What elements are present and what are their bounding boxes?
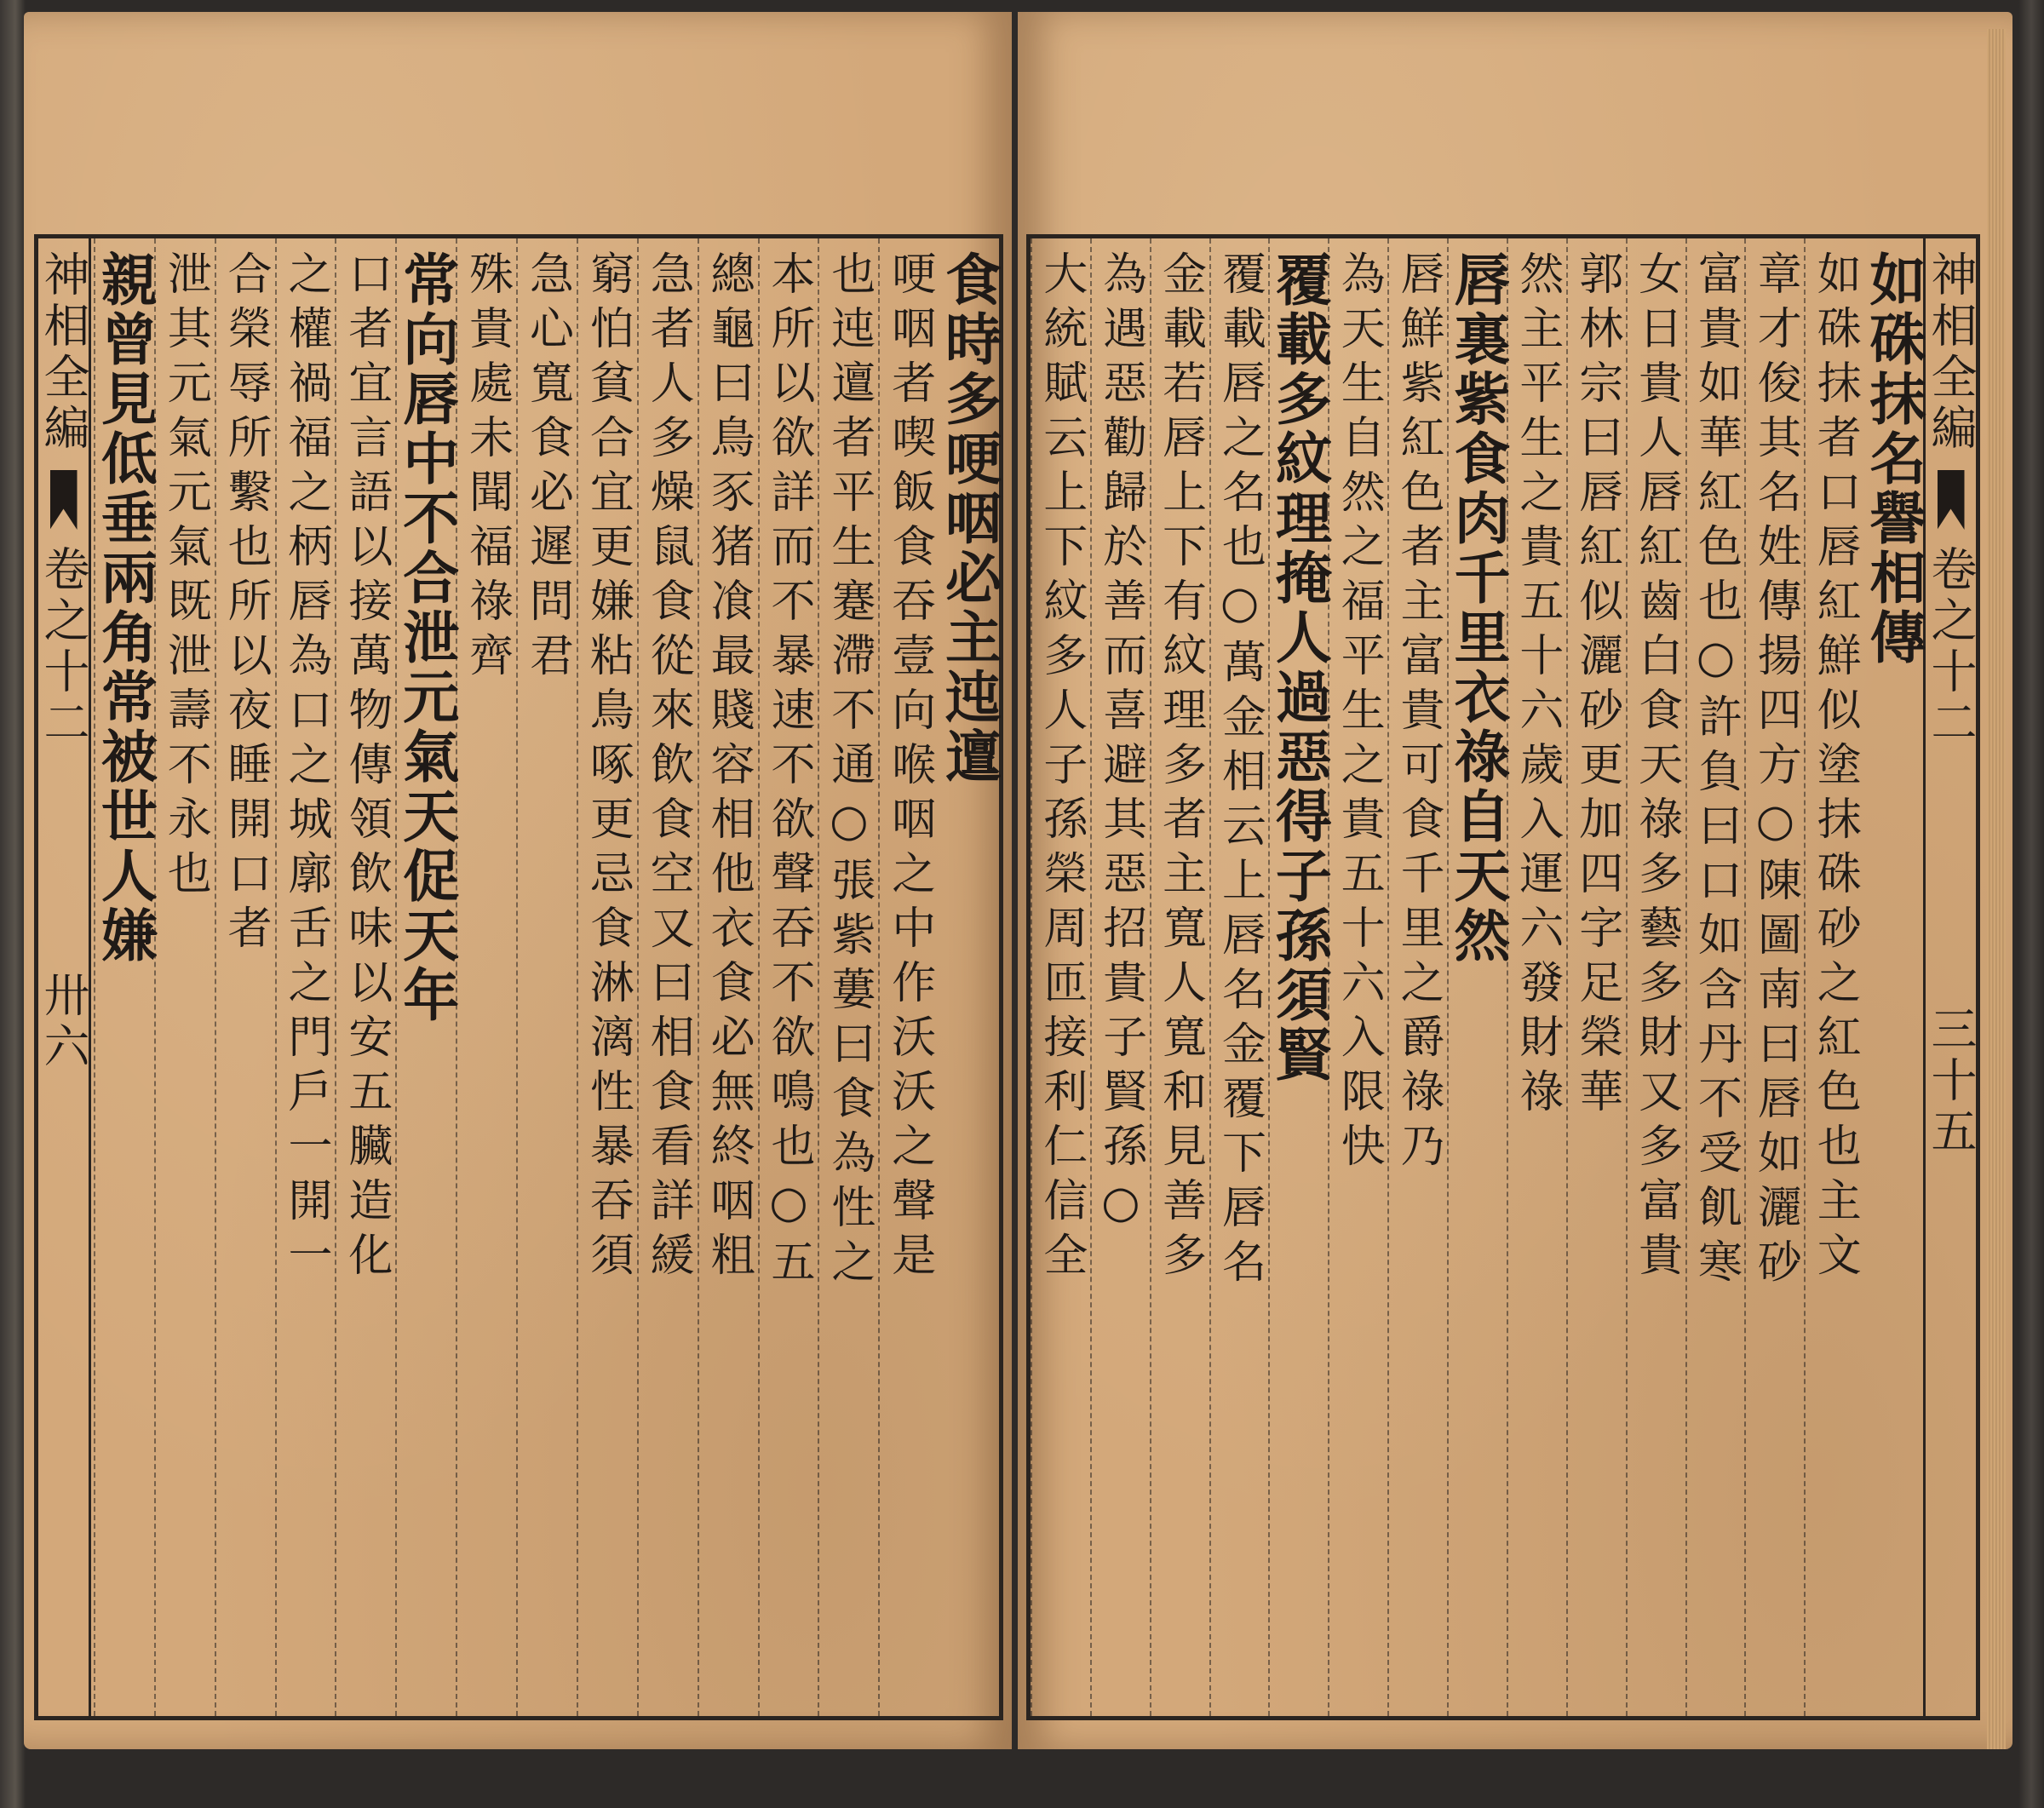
left-text-frame xyxy=(34,234,1003,1720)
text-column-annotation xyxy=(878,238,939,1716)
text-column-annotation xyxy=(1507,238,1566,1716)
text-column-annotation xyxy=(215,238,275,1716)
commentary: 也迍邅者平生蹇滯不通○張紫蔞曰食為性之 xyxy=(823,250,875,1293)
main-verse: 親曾見低垂兩角常被世人嫌 xyxy=(91,250,158,966)
text-column-annotation xyxy=(1209,238,1269,1716)
text-column-annotation xyxy=(1804,238,1863,1716)
text-column-annotation xyxy=(1328,238,1387,1716)
commentary: 哽咽者喫飯食吞壹向喉咽之中作沃沃之聲是 xyxy=(883,250,935,1286)
text-column-annotation xyxy=(1626,238,1685,1716)
commentary: 覆載唇之名也○萬金相云上唇名金覆下唇名 xyxy=(1214,250,1266,1293)
commentary: 富貴如華紅色也○許負曰口如含丹不受飢寒 xyxy=(1690,250,1742,1293)
commentary: 急者人多燥鼠食從來飲食空又曰相食看詳緩 xyxy=(642,250,694,1286)
commentary: 總龜曰鳥豕猪飡最賤容相他衣食必無終咽粗 xyxy=(703,250,755,1286)
commentary: 為遇惡勸歸於善而喜避其惡招貴子賢孫○ xyxy=(1094,250,1146,1238)
commentary: 郭林宗曰唇紅似灑砂更加四字足榮華 xyxy=(1570,250,1622,1122)
right-margin-strip xyxy=(1923,238,1976,1716)
main-verse: 覆載多紋理掩人過惡得子孫須賢 xyxy=(1266,250,1333,1085)
commentary: 大統賦云上下紋多人子孫榮周匝接利仁信全 xyxy=(1035,250,1087,1286)
text-column-annotation xyxy=(275,238,336,1716)
commentary: 合榮辱所繫也所以夜睡開口者 xyxy=(220,250,272,959)
commentary: 唇鮮紫紅色者主富貴可食千里之爵祿乃 xyxy=(1392,250,1444,1177)
text-column-heading xyxy=(91,238,158,1716)
commentary: 口者宜言語以接萬物傳領飲味以安五臟造化 xyxy=(340,250,392,1286)
main-verse: 食時多哽咽必主迍邅 xyxy=(935,250,1002,787)
text-column-annotation xyxy=(1744,238,1804,1716)
text-column-annotation xyxy=(456,238,516,1716)
commentary: 如硃抹者口唇紅鮮似塗抹硃砂之紅色也主文 xyxy=(1809,250,1861,1286)
commentary: 泄其元氣元氣既泄壽不永也 xyxy=(159,250,211,904)
margin-leaf-number: 卅六 xyxy=(37,971,90,1073)
text-column-annotation xyxy=(698,238,758,1716)
margin-leaf-number: 三十五 xyxy=(1924,1005,1978,1158)
text-column-annotation xyxy=(1387,238,1447,1716)
text-column-annotation xyxy=(516,238,577,1716)
main-verse: 如硃抹名譽相傳 xyxy=(1860,250,1927,668)
commentary: 女日貴人唇紅齒白食天祿多藝多財又多富貴 xyxy=(1630,250,1682,1286)
margin-volume: 卷之十二 xyxy=(37,545,90,749)
text-column-heading xyxy=(1266,238,1333,1716)
text-column-annotation xyxy=(818,238,878,1716)
commentary: 殊貴處未聞福祿齊 xyxy=(461,250,513,686)
commentary: 之權禍福之柄唇為口之城廓舌之門戶一開一 xyxy=(280,250,332,1286)
fishtail-mark xyxy=(50,470,78,530)
text-column-annotation xyxy=(1031,238,1090,1716)
fishtail-mark xyxy=(1938,470,1965,530)
text-column-annotation xyxy=(758,238,818,1716)
text-column-heading xyxy=(1444,238,1511,1716)
text-column-heading xyxy=(935,238,1002,1716)
text-column-annotation xyxy=(1150,238,1209,1716)
text-column-annotation xyxy=(577,238,637,1716)
main-verse: 唇裏紫食肉千里衣祿自天然 xyxy=(1444,250,1511,966)
text-column-annotation xyxy=(154,238,215,1716)
left-margin-strip xyxy=(38,238,91,1716)
page-edges xyxy=(1987,29,2006,1749)
text-column-annotation xyxy=(1090,238,1150,1716)
commentary: 本所以欲詳而不暴速不欲聲吞不欲鳴也○五 xyxy=(762,250,814,1293)
commentary: 金載若唇上下有紋理多者主寬人寬和見善多 xyxy=(1154,250,1206,1286)
right-text-frame xyxy=(1026,234,1980,1720)
commentary: 窮怕貧合宜更嫌粘鳥啄更忌食淋漓性暴吞須 xyxy=(582,250,634,1286)
text-column-annotation xyxy=(1566,238,1626,1716)
commentary: 急心寬食必遲問君 xyxy=(521,250,573,686)
main-verse: 常向唇中不合泄元氣天促天年 xyxy=(393,250,460,1025)
commentary: 然主平生之貴五十六歲入運六發財祿 xyxy=(1511,250,1563,1122)
commentary: 為天生自然之福平生之貴五十六入限快 xyxy=(1333,250,1385,1177)
margin-book-title: 神相全編 xyxy=(1924,250,1978,455)
text-column-heading xyxy=(393,238,460,1716)
text-column-annotation xyxy=(1685,238,1745,1716)
text-column-annotation xyxy=(335,238,395,1716)
text-column-annotation xyxy=(637,238,698,1716)
text-column-heading xyxy=(1860,238,1927,1716)
margin-book-title: 神相全編 xyxy=(37,250,90,455)
margin-volume: 卷之十二 xyxy=(1924,545,1978,749)
commentary: 章才俊其名姓傳揚四方○陳圖南曰唇如灑砂 xyxy=(1749,250,1801,1293)
